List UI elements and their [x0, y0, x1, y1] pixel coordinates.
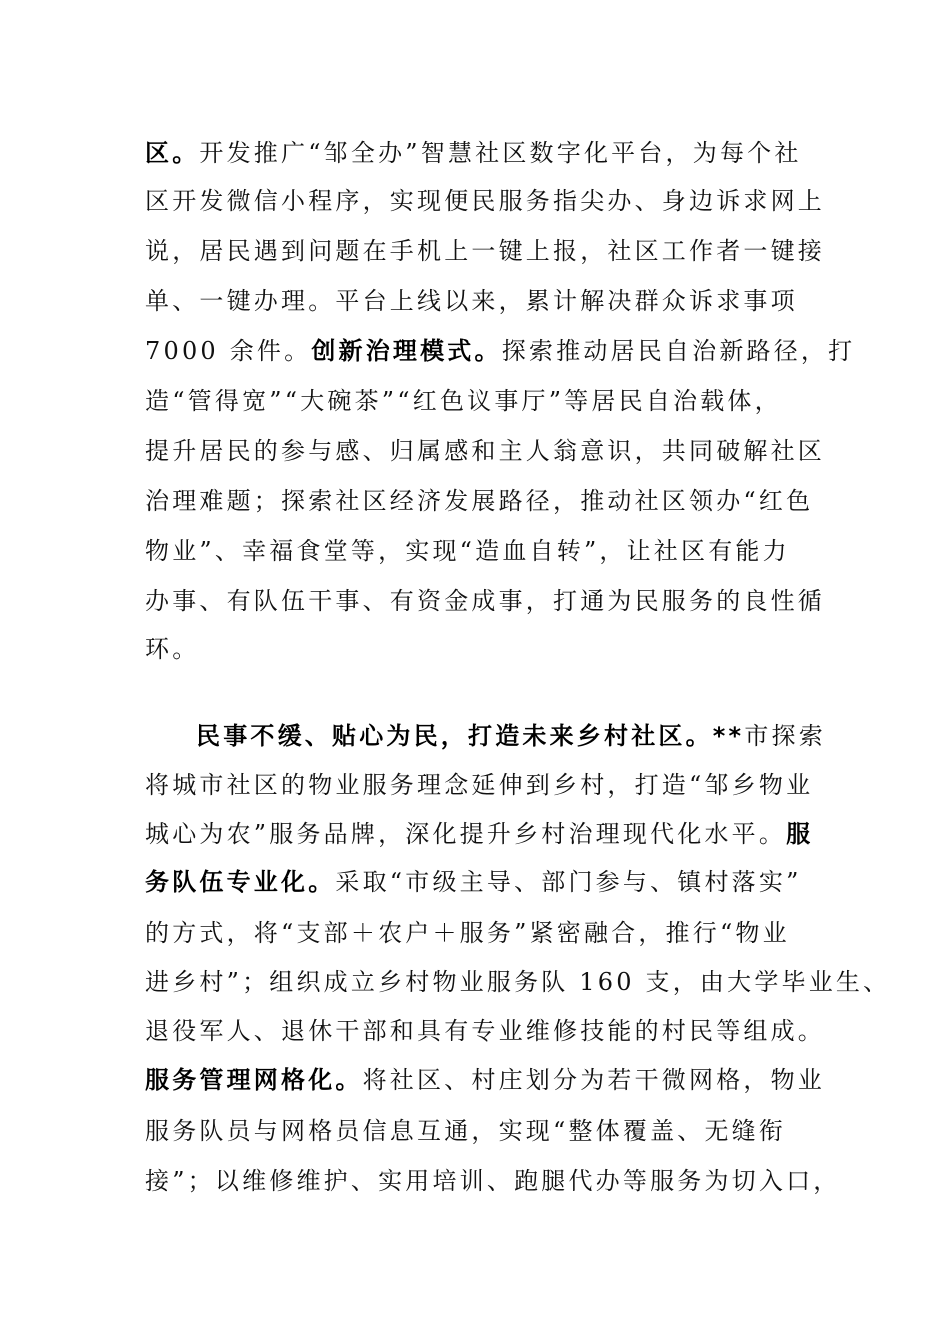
- text-line: [145, 133, 845, 173]
- text-line: [145, 431, 845, 471]
- text-line: [145, 765, 845, 805]
- text-line: [145, 231, 845, 271]
- text-line: [145, 962, 891, 1002]
- text-line: [145, 629, 845, 669]
- text-run: 的方式，将“支部＋农户＋服务”紧密融合，推行“物业: [145, 919, 790, 947]
- text-line: [145, 331, 856, 371]
- text-line: [145, 1161, 845, 1201]
- text-line: [145, 281, 845, 321]
- text-run: 将社区、村庄划分为若干微网格，物业: [362, 1066, 826, 1094]
- text-line: [145, 862, 845, 902]
- text-run: 开发推广“邹全办”智慧社区数字化平台，为每个社: [199, 139, 802, 167]
- text-run: 环。: [145, 635, 200, 663]
- text-line: [145, 531, 845, 571]
- text-line: [145, 381, 845, 421]
- text-run: 接”；以维修维护、实用培训、跑腿代办等服务为切入口，: [145, 1167, 841, 1195]
- text-run: 探索推动居民自治新路径，打: [501, 337, 856, 365]
- text-run: 将城市社区的物业服务理念延伸到乡村，打造“邹乡物业: [145, 771, 814, 799]
- text-run: 单、一键办理。平台上线以来，累计解决群众诉求事项: [145, 287, 798, 315]
- text-run: 进乡村”；组织成立乡村物业服务队 160 支，由大学毕业生、: [145, 968, 891, 996]
- text-run: 造“管得宽”“大碗茶”“红色议事厅”等居民自治载体，: [145, 387, 782, 415]
- text-line: [145, 1060, 845, 1100]
- bold-text: 创新治理模式。: [311, 337, 502, 365]
- text-run: 退役军人、退休干部和具有专业维修技能的村民等组成。: [145, 1017, 825, 1045]
- text-line: [145, 1011, 845, 1051]
- text-run: 治理难题；探索社区经济发展路径，推动社区领办“红色: [145, 487, 814, 515]
- text-run: 7000 余件。: [145, 337, 312, 365]
- text-run: 市探索: [744, 722, 826, 750]
- text-run: 办事、有队伍干事、有资金成事，打通为民服务的良性循: [145, 587, 825, 615]
- text-line: [145, 181, 845, 221]
- bold-text: 区。: [145, 139, 200, 167]
- text-line: [196, 716, 896, 756]
- text-run: 城心为农”服务品牌，深化提升乡村治理现代化水平。: [145, 820, 787, 848]
- text-run: 服务队员与网格员信息互通，实现“整体覆盖、无缝衔: [145, 1117, 787, 1145]
- text-line: [145, 481, 845, 521]
- text-line: [145, 913, 845, 953]
- text-line: [145, 1111, 845, 1151]
- bold-text: 务队伍专业化。: [145, 868, 336, 896]
- text-line: [145, 581, 845, 621]
- paragraph-heading: 民事不缓、贴心为民，打造未来乡村社区。**: [196, 722, 745, 750]
- text-line: [145, 814, 845, 854]
- text-run: 采取“市级主导、部门参与、镇村落实”: [335, 868, 802, 896]
- bold-text: 服务管理网格化。: [145, 1066, 363, 1094]
- text-run: 说，居民遇到问题在手机上一键上报，社区工作者一键接: [145, 237, 825, 265]
- text-run: 物业”、幸福食堂等，实现“造血自转”，让社区有能力: [145, 537, 790, 565]
- bold-text: 服: [786, 820, 814, 848]
- text-run: 区开发微信小程序，实现便民服务指尖办、身边诉求网上: [145, 187, 825, 215]
- text-run: 提升居民的参与感、归属感和主人翁意识，共同破解社区: [145, 437, 825, 465]
